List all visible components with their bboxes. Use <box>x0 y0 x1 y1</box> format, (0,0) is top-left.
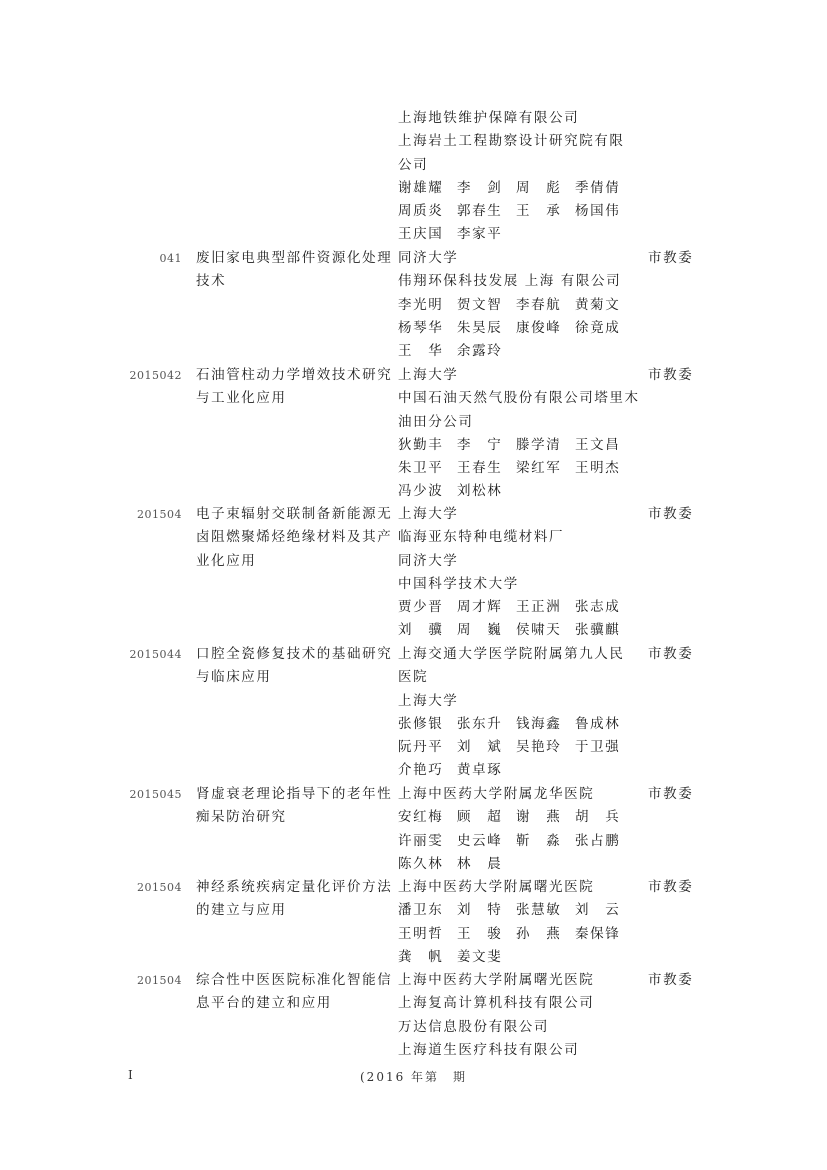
people-row <box>398 177 638 200</box>
project-title <box>196 503 393 573</box>
project-title-line: 与工业化应用 <box>196 390 287 407</box>
people-row <box>398 596 638 619</box>
person-name: 狄勤丰 <box>398 436 444 453</box>
entry-number: 041 <box>159 252 182 265</box>
organizations-and-people <box>398 503 638 643</box>
person-name: 朱昊辰 <box>457 319 503 336</box>
person-name: 康俊峰 <box>516 319 562 336</box>
person-name: 贾少晋 <box>398 599 444 616</box>
project-title <box>196 643 393 690</box>
people-row <box>398 806 638 829</box>
person-name: 张东升 <box>457 715 503 732</box>
person-name: 林 晨 <box>457 855 503 872</box>
people-row <box>398 830 638 853</box>
organization-name: 上海地铁维护保障有限公司 <box>398 110 580 126</box>
entry-number: 2015042 <box>129 369 182 382</box>
organization-name: 伟翔环保科技发展 上海 有限公司 <box>398 273 622 290</box>
organization-name: 上海大学 <box>398 506 459 522</box>
person-name: 李 剑 <box>457 179 503 196</box>
organization-name: 同济大学 <box>398 552 459 569</box>
person-name: 谢 燕 <box>516 809 562 826</box>
person-name: 李家平 <box>457 226 503 243</box>
person-name: 贺文智 <box>457 296 503 313</box>
organization-name: 上海交通大学医学院附属第九人民 <box>398 646 625 662</box>
entry-number: 201504 <box>137 974 182 987</box>
person-name: 钱海鑫 <box>516 715 562 732</box>
people-row <box>398 923 638 946</box>
person-name: 刘松林 <box>457 483 503 500</box>
people-row <box>398 759 638 782</box>
person-name: 龚 帆 <box>398 948 444 965</box>
person-name: 顾 超 <box>457 809 503 826</box>
person-name: 鲁成林 <box>575 715 621 732</box>
people-row <box>398 946 638 969</box>
person-name: 阮丹平 <box>398 739 444 756</box>
person-name: 刘 云 <box>575 902 621 919</box>
project-title-line: 痴呆防治研究 <box>196 809 287 826</box>
person-name: 胡 兵 <box>575 809 621 826</box>
organization-name: 上海大学 <box>398 692 459 709</box>
people-row <box>398 457 638 480</box>
person-name: 王正洲 <box>516 599 562 616</box>
person-name: 侯啸天 <box>516 622 562 639</box>
person-name: 黄菊文 <box>575 296 621 313</box>
project-title-line: 卤阻燃聚烯烃绝缘材料及其产 <box>196 529 393 546</box>
person-name: 王春生 <box>457 460 503 477</box>
person-name: 介艳巧 <box>398 762 444 779</box>
footer-page-marker: I <box>128 1068 133 1082</box>
organization-name: 上海中医药大学附属龙华医院 <box>398 786 595 802</box>
person-name: 李 宁 <box>457 436 503 453</box>
organization-name: 上海岩土工程勘察设计研究院有限 <box>398 133 625 150</box>
organization-name: 万达信息股份有限公司 <box>398 1018 549 1035</box>
organizations-and-people <box>398 247 638 363</box>
person-name: 周 巍 <box>457 622 503 639</box>
entry-number: 201504 <box>137 881 182 894</box>
project-title <box>196 247 393 294</box>
footer-issue: (2016 年第 期 <box>360 1070 468 1084</box>
people-row <box>398 223 638 246</box>
person-name: 王 骏 <box>457 925 503 942</box>
project-title-line: 与临床应用 <box>196 669 272 686</box>
person-name: 于卫强 <box>575 739 621 756</box>
person-name: 张慧敏 <box>516 902 562 919</box>
person-name: 余露玲 <box>457 343 503 360</box>
organizations-and-people <box>398 643 638 783</box>
people-row <box>398 434 638 457</box>
person-name: 朱卫平 <box>398 460 444 477</box>
person-name: 冯少波 <box>398 483 444 500</box>
person-name: 吴艳玲 <box>516 739 562 756</box>
project-title-line: 息平台的建立和应用 <box>196 995 332 1012</box>
person-name: 孙 燕 <box>516 925 562 942</box>
recommending-unit: 市教委 <box>648 786 694 802</box>
person-name: 王文昌 <box>575 436 621 453</box>
person-name: 史云峰 <box>457 832 503 849</box>
people-row <box>398 317 638 340</box>
person-name: 陈久林 <box>398 855 444 872</box>
person-name: 王明哲 <box>398 925 444 942</box>
people-row <box>398 340 638 363</box>
people-row <box>398 713 638 736</box>
recommending-unit: 市教委 <box>648 646 694 662</box>
project-title-line: 口腔全瓷修复技术的基础研究 <box>196 646 393 662</box>
project-title <box>196 783 393 830</box>
project-title-line: 业化应用 <box>196 552 257 569</box>
person-name: 郭春生 <box>457 203 503 220</box>
project-title-line: 废旧家电典型部件资源化处理 <box>196 250 393 266</box>
recommending-unit: 市教委 <box>648 367 694 383</box>
people-row <box>398 294 638 317</box>
person-name: 刘 骥 <box>398 622 444 639</box>
person-name: 谢雄耀 <box>398 179 444 196</box>
project-title-line: 电子束辐射交联制备新能源无 <box>196 506 393 522</box>
project-title-line: 综合性中医医院标准化智能信 <box>196 972 393 988</box>
person-name: 梁红军 <box>516 460 562 477</box>
person-name: 周质炎 <box>398 203 444 220</box>
person-name: 李春航 <box>516 296 562 313</box>
project-title <box>196 364 393 411</box>
people-row <box>398 853 638 876</box>
person-name: 秦保锋 <box>575 925 621 942</box>
person-name: 张骥麒 <box>575 622 621 639</box>
organizations-and-people <box>398 783 638 876</box>
organization-name: 同济大学 <box>398 250 459 266</box>
organizations-and-people <box>398 107 638 247</box>
project-title <box>196 876 393 923</box>
entry-number: 2015044 <box>129 648 182 661</box>
person-name: 王明杰 <box>575 460 621 477</box>
organization-name: 上海中医药大学附属曙光医院 <box>398 972 595 988</box>
person-name: 刘 斌 <box>457 739 503 756</box>
recommending-unit: 市教委 <box>648 972 694 988</box>
person-name: 周 彪 <box>516 179 562 196</box>
person-name: 姜文斐 <box>457 948 503 965</box>
person-name: 王 华 <box>398 343 444 360</box>
person-name: 张修银 <box>398 715 444 732</box>
entry-number: 2015045 <box>129 788 182 801</box>
organization-name: 上海大学 <box>398 367 459 383</box>
project-title-line: 神经系统疾病定量化评价方法 <box>196 879 393 895</box>
project-title-line: 技术 <box>196 273 227 290</box>
person-name: 王 承 <box>516 203 562 220</box>
project-title-line: 的建立与应用 <box>196 902 287 919</box>
people-row <box>398 899 638 922</box>
person-name: 潘卫东 <box>398 902 444 919</box>
person-name: 张志成 <box>575 599 621 616</box>
person-name: 靳 淼 <box>516 832 562 849</box>
person-name: 杨国伟 <box>575 203 621 220</box>
person-name: 杨琴华 <box>398 319 444 336</box>
people-row <box>398 480 638 503</box>
person-name: 季倩倩 <box>575 179 621 196</box>
project-title-line: 石油管柱动力学增效技术研究 <box>196 367 393 383</box>
entry-number: 201504 <box>137 508 182 521</box>
organization-name: 上海道生医疗科技有限公司 <box>398 1041 580 1058</box>
person-name: 黄卓琢 <box>457 762 503 779</box>
organization-name: 中国石油天然气股份有限公司塔里木 <box>398 390 640 407</box>
organization-name: 临海亚东特种电缆材料厂 <box>398 529 565 546</box>
person-name: 许丽雯 <box>398 832 444 849</box>
person-name: 安红梅 <box>398 809 444 826</box>
organization-name: 中国科学技术大学 <box>398 575 519 592</box>
person-name: 张占鹏 <box>575 832 621 849</box>
project-title <box>196 969 393 1016</box>
people-row <box>398 736 638 759</box>
organization-name: 上海复高计算机科技有限公司 <box>398 995 595 1012</box>
people-row <box>398 200 638 223</box>
recommending-unit: 市教委 <box>648 506 694 522</box>
person-name: 周才辉 <box>457 599 503 616</box>
organizations-and-people <box>398 876 638 969</box>
person-name: 徐竟成 <box>575 319 621 336</box>
project-title-line: 肾虚衰老理论指导下的老年性 <box>196 786 393 802</box>
organization-name: 公司 <box>398 156 429 173</box>
people-row <box>398 619 638 642</box>
recommending-unit: 市教委 <box>648 250 694 266</box>
person-name: 李光明 <box>398 296 444 313</box>
organizations-and-people <box>398 364 638 504</box>
person-name: 王庆国 <box>398 226 444 243</box>
organization-name: 医院 <box>398 669 429 686</box>
organization-name: 油田分公司 <box>398 413 474 430</box>
person-name: 滕学清 <box>516 436 562 453</box>
organizations-and-people <box>398 969 638 1062</box>
person-name: 刘 特 <box>457 902 503 919</box>
recommending-unit: 市教委 <box>648 879 694 895</box>
organization-name: 上海中医药大学附属曙光医院 <box>398 879 595 895</box>
